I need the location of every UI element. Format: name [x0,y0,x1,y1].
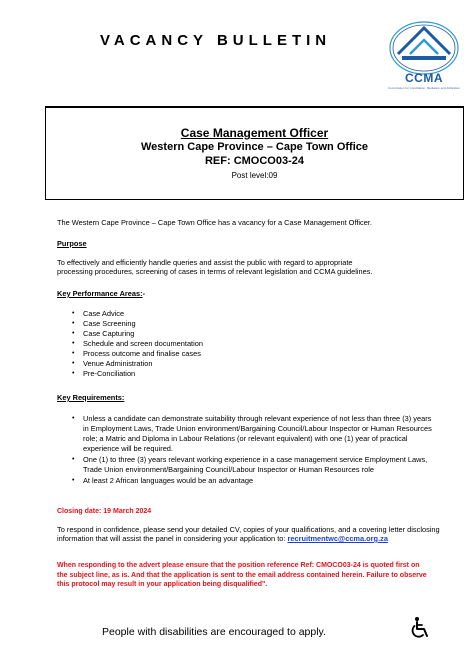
kpa-heading-suffix: - [142,289,146,298]
position-box [45,106,464,200]
kpa-list [57,309,437,379]
list-item: • Case Capturing [57,329,437,339]
disability-note: People with disabilities are encouraged to apply. [102,626,326,638]
job-title: Case Management Officer [180,126,329,140]
wheelchair-icon [408,616,432,640]
list-item: • Schedule and screen documentation [57,339,437,349]
respond-text: To respond in confidence, please send your detailed CV, copies of your qualifications, and a covering letter disclosing information that will assist the panel in considering your application to: [57,525,440,543]
job-location: Western Cape Province – Cape Town Office [141,141,368,153]
list-item: • Venue Administration [57,359,437,369]
intro-text: The Western Cape Province – Cape Town Office has a vacancy for a Case Management Officer. [57,218,372,227]
requirements-heading: Key Requirements: [57,393,125,402]
purpose-heading: Purpose [57,239,87,248]
logo-text: CCMA [405,71,443,85]
list-item: • Case Advice [57,309,437,319]
closing-date: Closing date: 19 March 2024 [57,508,152,515]
list-item: • Process outcome and finalise cases [57,349,437,359]
kpa-heading: Key Performance Areas: [57,289,143,298]
list-item: • One (1) to three (3) years relevant working experience in a case management service Employment Laws, Trade Union environment/Bargaining Council/Labour Inspector or Human Resources role [57,455,437,475]
bulletin-title: VACANCY BULLETIN [100,32,332,49]
list-item: • Pre-Conciliation [57,369,437,379]
logo-subtext: Commission for Conciliation, Mediation and Arbitration [387,86,461,90]
recruitment-email-link[interactable]: recruitmentwc@ccma.org.za [287,534,388,543]
respond-paragraph [57,525,447,543]
list-item: • Case Screening [57,319,437,329]
requirements-list [57,414,437,487]
job-reference: REF: CMOCO03-24 [204,155,305,167]
list-item: • Unless a candidate can demonstrate suitability through relevant experience of not less than three (3) years in Employment Laws, Trade Union environment/Bargaining Council/Labour Inspector or Human Resources role; a Matric and Diploma in Labour Relations (or relevant equivalent) with one (1) year of practical experience will be required. [57,414,437,454]
post-level: Post level:09 [231,171,278,180]
kpa-heading-line [57,289,145,298]
warning-text: When responding to the advert please ensure that the position reference Ref: CMOCO03-24 is quoted first on the subject line, as is. And that the application is sent to the email address contained herein. Failure to observe this protocol may result in your application being disqualified". [57,562,427,588]
list-item: • At least 2 African languages would be an advantage [57,476,437,486]
purpose-text: To effectively and efficiently handle queries and assist the public with regard to appropriate processing procedures, screening of cases in terms of relevant legislation and CCMA guidelines. [57,258,373,276]
